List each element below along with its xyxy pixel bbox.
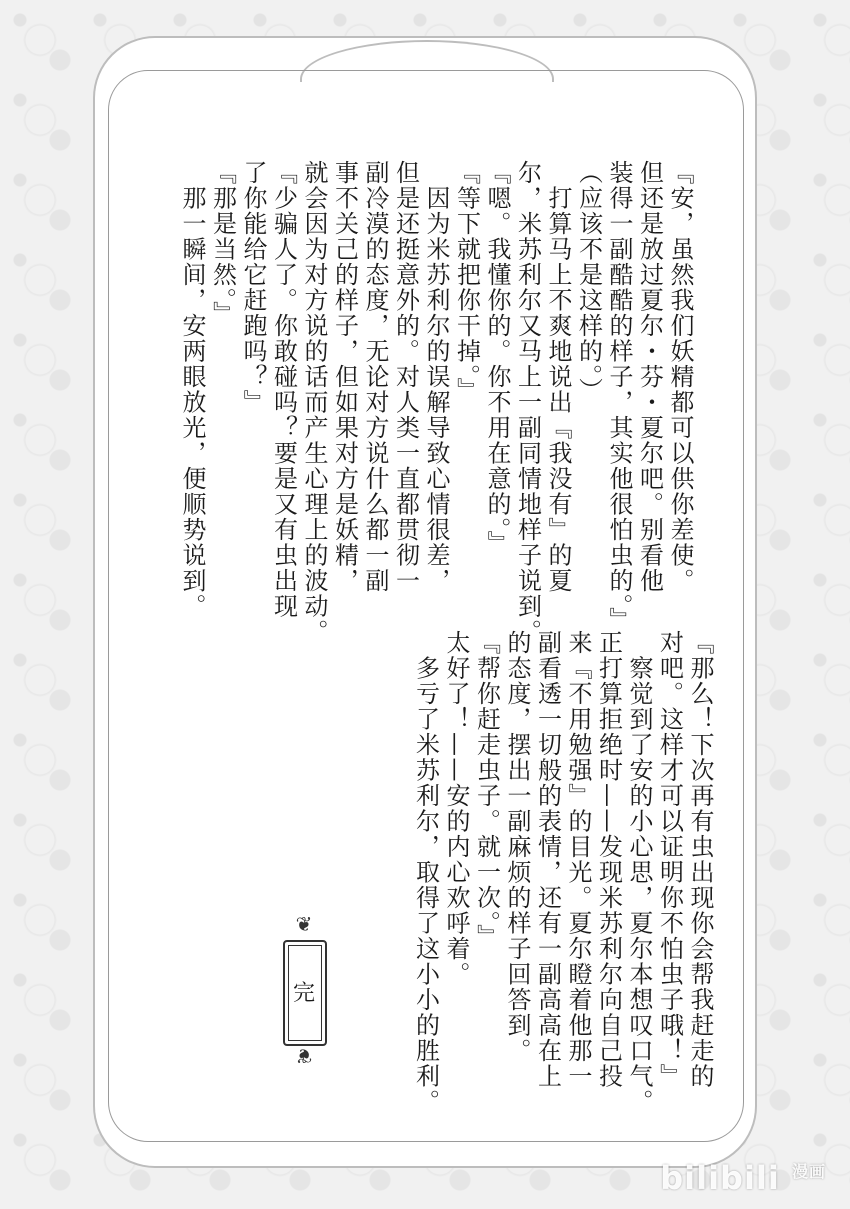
text-column: 太好了！——安的内心欢呼着。 [442,630,470,987]
fleur-ornament-icon: ❦ [295,1044,313,1068]
text-column: 因为米苏利尔的误解导致心情很差， [422,160,450,594]
text-column: 事不关己的样子，但如果对方是妖精， [330,160,359,594]
text-column: 了你能给它赶跑吗？』 [239,160,267,415]
text-column: 就会因为对方说的话而产生心理上的波动。 [300,160,328,645]
lower-text-block [410,630,715,1115]
text-column: 但是还挺意外的。对人类一直都贯彻一 [391,160,420,594]
text-column: 打算马上不爽地说出『我没有』的夏 [544,160,572,594]
text-column: 的态度，摆出一副麻烦的样子回答到。 [503,630,531,1064]
text-column: （应该不是这样的。） [574,160,603,403]
text-column: 但还是放过夏尔・芬・夏尔吧。别看他 [635,160,664,594]
upper-text-block [177,160,696,645]
text-column: 『少骗人了。你敢碰吗？要是又有虫出现 [269,160,298,619]
end-mark-box [281,912,327,1072]
watermark-sub: 漫画 [791,1162,826,1181]
text-column: 『那是当然。』 [208,160,237,327]
end-mark: 完 [292,981,315,1006]
text-column: 察觉到了安的小心思，夏尔本想叹口气。 [625,630,653,1115]
text-column: 多亏了米苏利尔，取得了这小小的胜利。 [411,630,440,1115]
text-column: 『那么！下次再有虫出现你会帮我赶走的 [686,630,714,1089]
watermark-text: bilibili [660,1159,780,1197]
text-column: 正打算拒绝时——发现米苏利尔向自己投 [594,630,623,1089]
bilibili-watermark [660,1159,826,1197]
text-column: 对吧。这样才可以证明你不怕虫子哦！』 [655,630,684,1089]
text-column: 『等下就把你干掉。』 [452,160,481,403]
text-column: 那一瞬间，安两眼放光，便顺势说到。 [178,160,206,619]
text-column: 『安，虽然我们妖精都可以供你差使。 [666,160,694,594]
text-column: 『嗯。我懂你的。你不用在意的。』 [483,160,511,556]
text-column: 来『不用勉强』的目光。夏尔瞪着他那一 [564,630,592,1089]
fleur-ornament-icon: ❦ [295,912,313,936]
text-column: 尔，米苏利尔又马上一副同情地样子说到。 [513,160,542,645]
text-column: 『帮你赶走虫子。就一次。』 [472,630,501,950]
text-column: 副冷漠的态度，无论对方说什么都一副 [361,160,389,594]
text-column: 副看透一切般的表情，还有一副高高在上 [533,630,562,1089]
text-column: 装得一副酷酷的样子，其实他很怕虫的。』 [605,160,633,633]
